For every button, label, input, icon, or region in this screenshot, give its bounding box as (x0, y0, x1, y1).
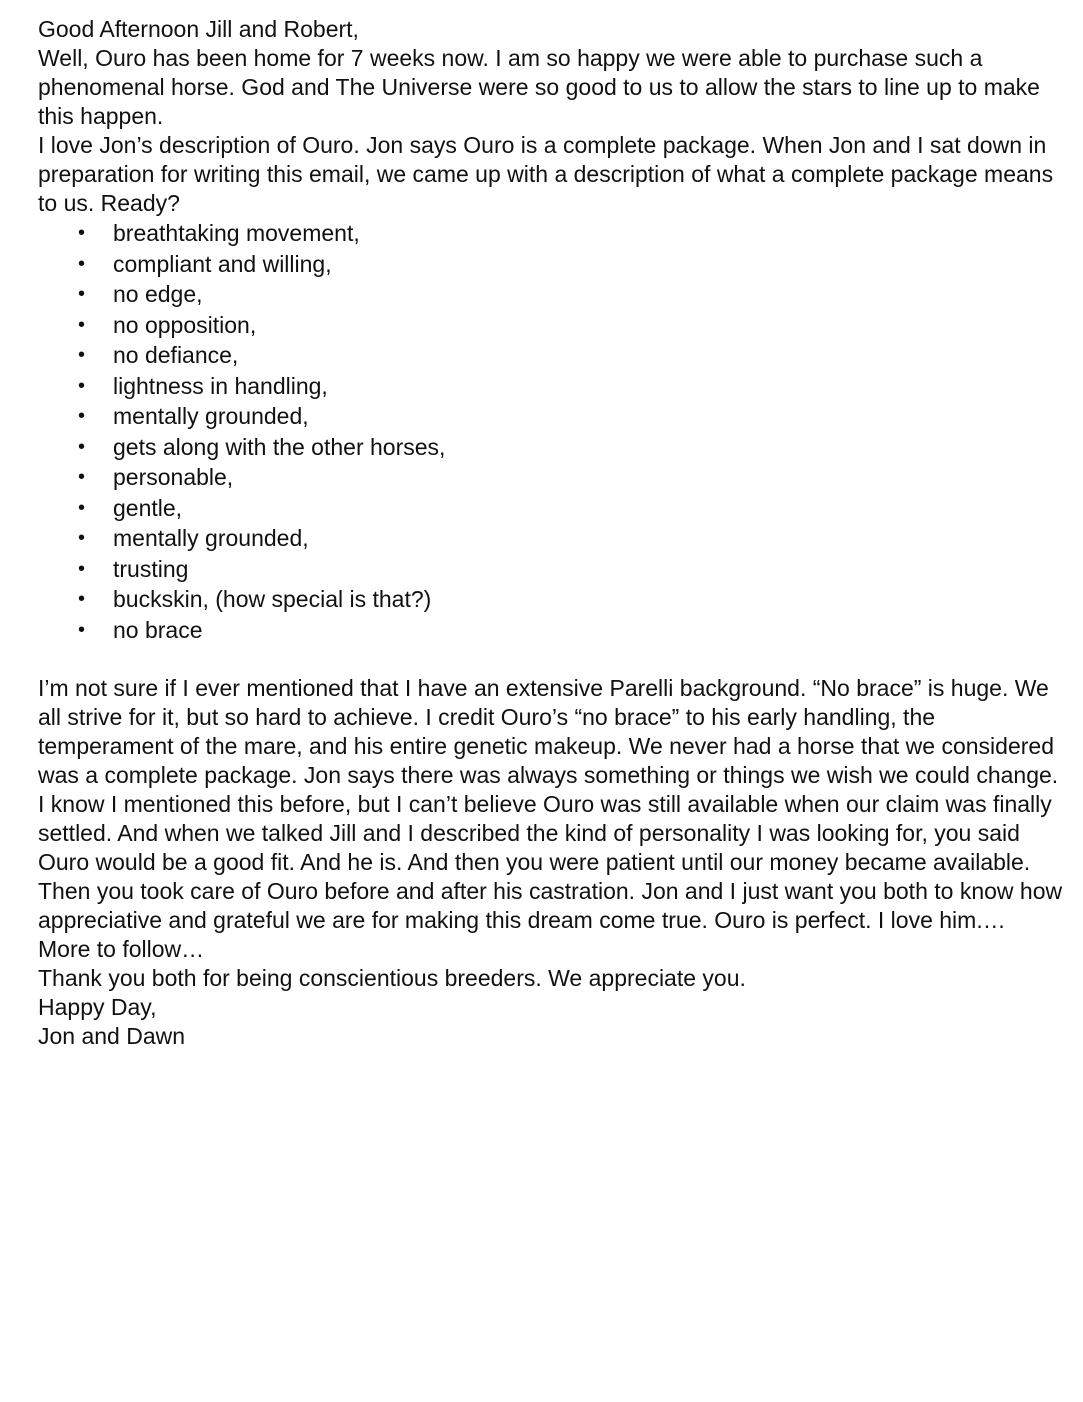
paragraph-complete-package: I love Jon’s description of Ouro. Jon says Ouro is a complete package. When Jon and I sat down in preparation for writing this email, we came up with a description of what a complete package means to us. Ready? (38, 132, 1054, 216)
bullet-icon: • (78, 283, 86, 305)
list-item (38, 615, 1068, 646)
bullet-icon: • (78, 435, 86, 458)
list-item (38, 340, 1068, 371)
signature: Jon and Dawn (38, 1023, 186, 1049)
list-item (38, 493, 1068, 524)
bullet-icon: • (78, 374, 86, 397)
list-item-text: no brace (113, 616, 203, 643)
list-item-text: no opposition, (113, 311, 257, 338)
list-item-text: mentally grounded, (113, 403, 309, 429)
bullet-icon: • (78, 496, 86, 519)
paragraph-parelli: I’m not sure if I ever mentioned that I have an extensive Parelli background. “No brace” is huge. We all strive for it, but so hard to achieve. I credit Ouro’s “no brace” to his early handling, the temperament of the mare, and his entire genetic makeup. We never had a horse that we considered was a complete package. Jon says there was always something or things we wish we could change. (38, 675, 1059, 788)
list-item-text: gentle, (113, 494, 183, 521)
list-item (38, 462, 1068, 493)
list-item (38, 554, 1068, 585)
bullet-icon: • (78, 618, 86, 641)
list-item-text: breathtaking movement, (113, 220, 360, 246)
bullet-icon: • (78, 527, 86, 549)
greeting: Good Afternoon Jill and Robert, (38, 16, 359, 42)
bullet-icon: • (78, 405, 86, 427)
thanks-line: Thank you both for being conscientious breeders. We appreciate you. (38, 965, 746, 991)
list-item (38, 249, 1068, 280)
list-item-text: no defiance, (113, 342, 239, 368)
list-item-text: gets along with the other horses, (113, 433, 446, 460)
list-item-text: trusting (113, 555, 189, 582)
signoff: Happy Day, (38, 994, 157, 1020)
bullet-icon: • (78, 313, 86, 336)
list-item-text: mentally grounded, (113, 525, 309, 551)
bullet-icon: • (78, 344, 86, 366)
paragraph-intro: Well, Ouro has been home for 7 weeks now. I am so happy we were able to purchase such a phenomenal horse. God and The Universe were so good to us to allow the stars to line up to make this happen. (38, 45, 1040, 129)
list-item (38, 371, 1068, 402)
list-item (38, 523, 1068, 554)
bullet-icon: • (78, 222, 86, 244)
list-item-text: lightness in handling, (113, 372, 328, 399)
bullet-icon: • (78, 588, 86, 610)
list-item (38, 584, 1068, 615)
bullet-icon: • (78, 252, 86, 275)
letter-body (38, 15, 1068, 1051)
list-item (38, 310, 1068, 341)
list-item (38, 218, 1068, 249)
bullet-icon: • (78, 557, 86, 580)
bullet-icon: • (78, 466, 86, 488)
list-item (38, 432, 1068, 463)
list-item-text: personable, (113, 464, 234, 490)
list-item-text: buckskin, (how special is that?) (113, 586, 432, 612)
list-item-text: compliant and willing, (113, 250, 332, 277)
more-to-follow: More to follow… (38, 936, 205, 962)
list-item (38, 401, 1068, 432)
list-item (38, 279, 1068, 310)
paragraph-gratitude: I know I mentioned this before, but I can’t believe Ouro was still available when our claim was finally settled. And when we talked Jill and I described the kind of personality I was looking for, you said Ouro would be a good fit. And he is. And then you were patient until our money became available. Then you took care of Ouro before and after his castration. Jon and I just want you both to know how appreciative and grateful we are for making this dream come true. Ouro is perfect. I love him.… (38, 791, 1063, 933)
qualities-list (38, 218, 1068, 645)
list-item-text: no edge, (113, 281, 203, 307)
